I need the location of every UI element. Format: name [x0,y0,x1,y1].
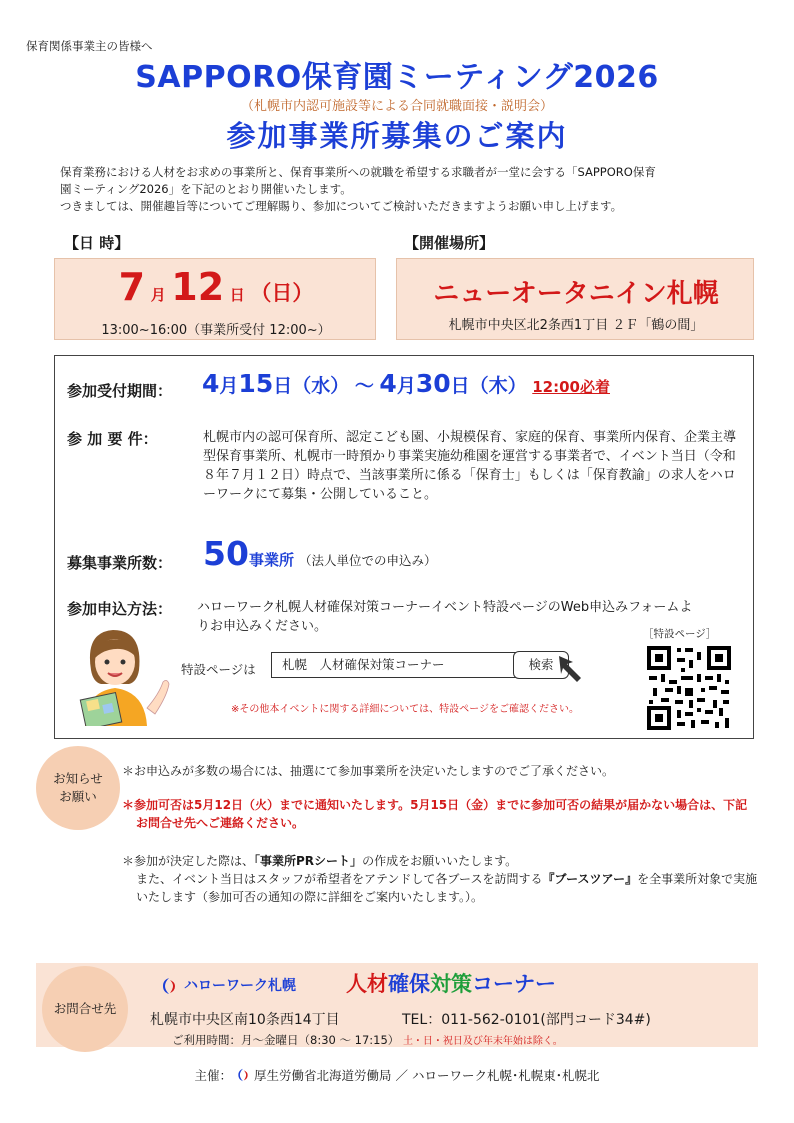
date-box [54,258,376,340]
special-page-prefix: 特設ページは [181,662,256,677]
woman-illustration [63,622,173,726]
office-name: ハローワーク札幌 [184,978,296,994]
other-info-note: ※その他本イベントに関する詳細については、特設ページをご確認ください。 [231,704,579,715]
hellowork-logo-icon [236,1068,250,1082]
corner-name: 人材確保対策コーナー [346,972,556,996]
hellowork-logo-icon [160,977,178,995]
search-button[interactable]: 検索 [513,651,569,679]
page-subtitle: （札幌市内認可施設等による合同就職面接・説明会） [240,99,553,114]
venue-box [396,258,754,340]
period-label: 参加受付期間： [67,382,173,400]
requirements-label: 参 加 要 件： [67,430,158,448]
notice-item-2: ＊参加可否は5月12日（火）までに通知いたします。5月15日（金）までに参加可否の結果が届かない場合は、下記お問合せ先へご連絡ください。 [122,798,748,830]
search-query: 札幌 人材確保対策コーナー [282,657,445,672]
footer-host: 主催： 厚生労働省北海道労働局 ／ ハローワーク札幌･札幌東･札幌北 [194,1068,600,1083]
venue-label: 【開催場所】 [404,234,495,252]
addressee: 保育関係事業主の皆様へ [26,39,153,53]
contact-badge: お問合せ先 [42,966,128,1052]
venue-name: ニューオータニイン札幌 [433,279,719,309]
intro-text [60,164,760,215]
count-label: 募集事業所数： [67,554,173,572]
application-period: 4月15日（水） ～ 4月30日（木） 12:00必着 [202,369,610,398]
requirements-text: 札幌市内の認可保育所、認定こども園、小規模保育、家庭的保育、事業所内保育、企業主導型保育事業所、札幌市一時預かり事業実施幼稚園を運営する事業者で、イベント当日（令和８年７月１２日）時点で、当該事業所に係る「保育士」もしくは「保育教諭」の求人をハローワークにて募集・公開していること。 [203,430,737,502]
qr-label: ［特設ページ］ [643,628,717,640]
intro-para-2: つきましては、開催趣旨等についてご理解賜り、参加についてご検討いただきますようお願い申し上げます。 [60,199,623,213]
event-time: 13:00~16:00（事業所受付 12:00~） [101,323,331,338]
cursor-arrow-icon [555,652,589,684]
notice-badge: お知らせ お願い [36,746,120,830]
intro-para-1: 保育業務における人材をお求めの事業所と、保育事業所への就職を希望する求職者が一堂に会する「SAPPORO保育 園ミーティング2026」を下記のとおり開催いたします。 [60,165,656,196]
deadline: 12:00必着 [532,378,610,396]
contact-hours: ご利用時間：月～金曜日（8:30 ～ 17:15） 土・日・祝日及び年末年始は除く。 [172,1033,563,1047]
contact-tel[interactable]: TEL：011-562-0101(部門コード34#) [402,1012,651,1028]
apply-text: ハローワーク札幌人材確保対策コーナーイベント特設ページのWeb申込みフォームよりお申込みください。 [197,600,693,634]
search-input[interactable] [271,652,549,678]
venue-address: 札幌市中央区北2条西1丁目 ２Ｆ「鶴の間」 [448,318,704,333]
recruitment-title: 参加事業所募集のご案内 [226,119,568,153]
date-label: 【日 時】 [64,234,130,252]
event-date: 7 月 12 日 （日） [118,265,314,309]
contact-address: 札幌市中央区南10条西14丁目 [150,1012,340,1028]
page-title: SAPPORO保育園ミーティング2026 [135,60,659,95]
details-box [54,355,754,739]
apply-label: 参加申込方法： [67,600,173,618]
qr-code-icon[interactable] [645,644,733,732]
notice-item-1: ＊お申込みが多数の場合には、抽選にて参加事業所を決定いたしますのでご了承ください。 [122,764,615,778]
recruit-count: 50事業所 （法人単位での申込み） [203,534,437,573]
notice-item-3: ＊参加が決定した際は、「事業所PRシート」の作成をお願いいたします。 また、イベント当日はスタッフが希望者をアテンドして各ブースを訪問する『ブースツアー』を全事業所対象で実施いたします（参加可否の通知の際に詳細をご案内いたします。）。 [122,854,758,904]
